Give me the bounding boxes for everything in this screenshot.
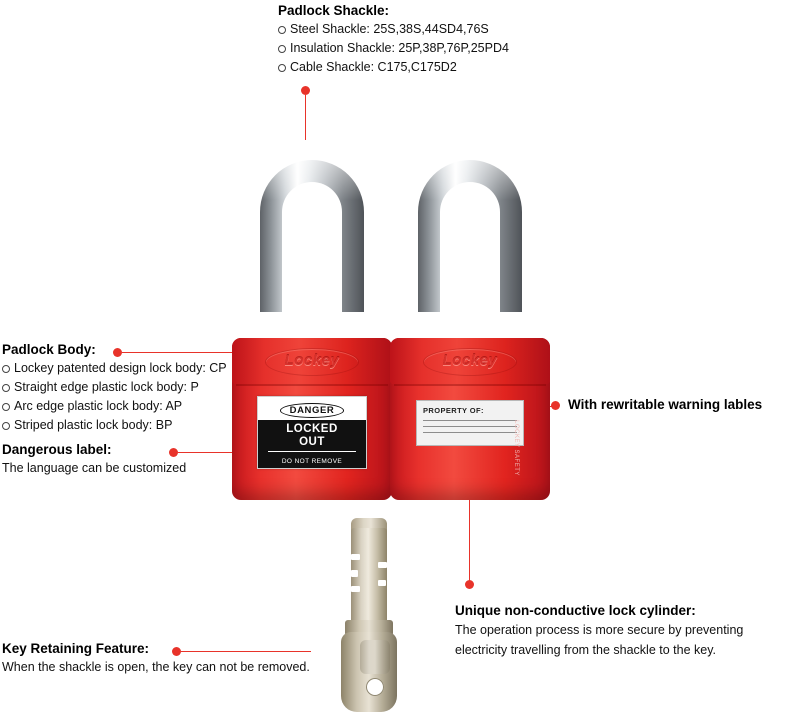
padlock-left-shackle <box>260 160 364 360</box>
leader-dot-warning-labels <box>551 401 560 410</box>
key-notch <box>378 580 386 586</box>
padlock-left <box>232 160 392 500</box>
callout-padlock-shackle-item: Cable Shackle: C175,C175D2 <box>278 58 509 77</box>
key-notch <box>351 586 360 592</box>
callout-padlock-body-title: Padlock Body: <box>2 342 96 357</box>
brand-logo-right: Lockey <box>442 352 498 369</box>
ring-bullet-icon <box>2 365 10 373</box>
shackle-inner-gap <box>282 182 342 322</box>
danger-tag-header <box>258 397 366 420</box>
callout-warning-labels <box>568 396 762 414</box>
danger-tag-footer: DO NOT REMOVE <box>258 458 366 468</box>
danger-tag-header-text: DANGER <box>280 403 345 418</box>
padlock-right-body <box>390 338 550 500</box>
callout-dangerous-label <box>2 441 186 478</box>
callout-padlock-body-item: Arc edge plastic lock body: AP <box>2 397 227 416</box>
callout-padlock-shackle-item: Steel Shackle: 25S,38S,44SD4,76S <box>278 20 509 39</box>
leader-line-key-retaining <box>181 651 311 652</box>
callout-padlock-shackle <box>278 2 509 77</box>
key-notch <box>351 554 360 560</box>
callout-dangerous-label-text: The language can be customized <box>2 461 187 475</box>
key-notch <box>351 570 358 577</box>
key-notch <box>378 562 387 568</box>
callout-lock-cylinder-title: Unique non-conductive lock cylinder: <box>455 603 696 618</box>
callout-key-retaining-title: Key Retaining Feature: <box>2 641 150 656</box>
callout-key-retaining <box>2 640 310 677</box>
leader-dot-dangerous-label <box>169 448 178 457</box>
callout-padlock-shackle-title: Padlock Shackle: <box>278 3 390 18</box>
leader-line-body <box>122 352 232 353</box>
callout-padlock-body-item: Straight edge plastic lock body: P <box>2 378 227 397</box>
danger-tag-line2: OUT <box>299 436 325 448</box>
danger-tag <box>257 396 367 469</box>
leader-dot-key-retaining <box>172 647 181 656</box>
property-label-rule <box>423 426 517 427</box>
padlock-left-body <box>232 338 392 500</box>
key-head-ridge <box>360 640 390 674</box>
padlock-right-shackle <box>418 160 522 360</box>
property-label-rule <box>423 420 517 421</box>
padlock-side-text: LOCKEY SAFETY <box>513 420 520 476</box>
callout-key-retaining-text: When the shackle is open, the key can not be removed. <box>2 660 310 674</box>
key-ring-hole <box>366 678 384 696</box>
callout-dangerous-label-title: Dangerous label: <box>2 442 112 457</box>
property-label-title: PROPERTY OF: <box>423 406 484 415</box>
shackle-inner-gap <box>440 182 500 322</box>
padlock-key <box>345 528 405 714</box>
ring-bullet-icon <box>2 384 10 392</box>
property-label <box>416 400 524 446</box>
leader-dot-body <box>113 348 122 357</box>
callout-padlock-body-item: Lockey patented design lock body: CP <box>2 359 227 378</box>
shackle-highlight <box>418 160 522 200</box>
property-label-rule <box>423 432 517 433</box>
brand-logo-left: Lockey <box>284 352 340 369</box>
callout-padlock-shackle-item: Insulation Shackle: 25P,38P,76P,25PD4 <box>278 39 509 58</box>
danger-tag-line1: LOCKED <box>286 423 338 435</box>
leader-line-shackle <box>305 95 306 140</box>
callout-padlock-body-item: Striped plastic lock body: BP <box>2 416 227 435</box>
ring-bullet-icon <box>278 64 286 72</box>
leader-line-lock-cylinder <box>469 500 470 582</box>
danger-tag-body <box>258 420 366 458</box>
ring-bullet-icon <box>278 26 286 34</box>
callout-lock-cylinder-text: The operation process is more secure by preventing electricity travelling from the shackle to the key. <box>455 623 744 657</box>
ring-bullet-icon <box>2 422 10 430</box>
ring-bullet-icon <box>2 403 10 411</box>
ring-bullet-icon <box>278 45 286 53</box>
shackle-highlight <box>260 160 364 200</box>
callout-warning-labels-title: With rewritable warning lables <box>568 397 763 412</box>
callout-lock-cylinder <box>455 602 785 660</box>
danger-tag-divider <box>268 451 356 452</box>
padlock-left-body-seam <box>236 384 388 386</box>
padlock-right <box>390 160 550 500</box>
padlock-right-body-seam <box>394 384 546 386</box>
leader-dot-shackle <box>301 86 310 95</box>
leader-dot-lock-cylinder <box>465 580 474 589</box>
